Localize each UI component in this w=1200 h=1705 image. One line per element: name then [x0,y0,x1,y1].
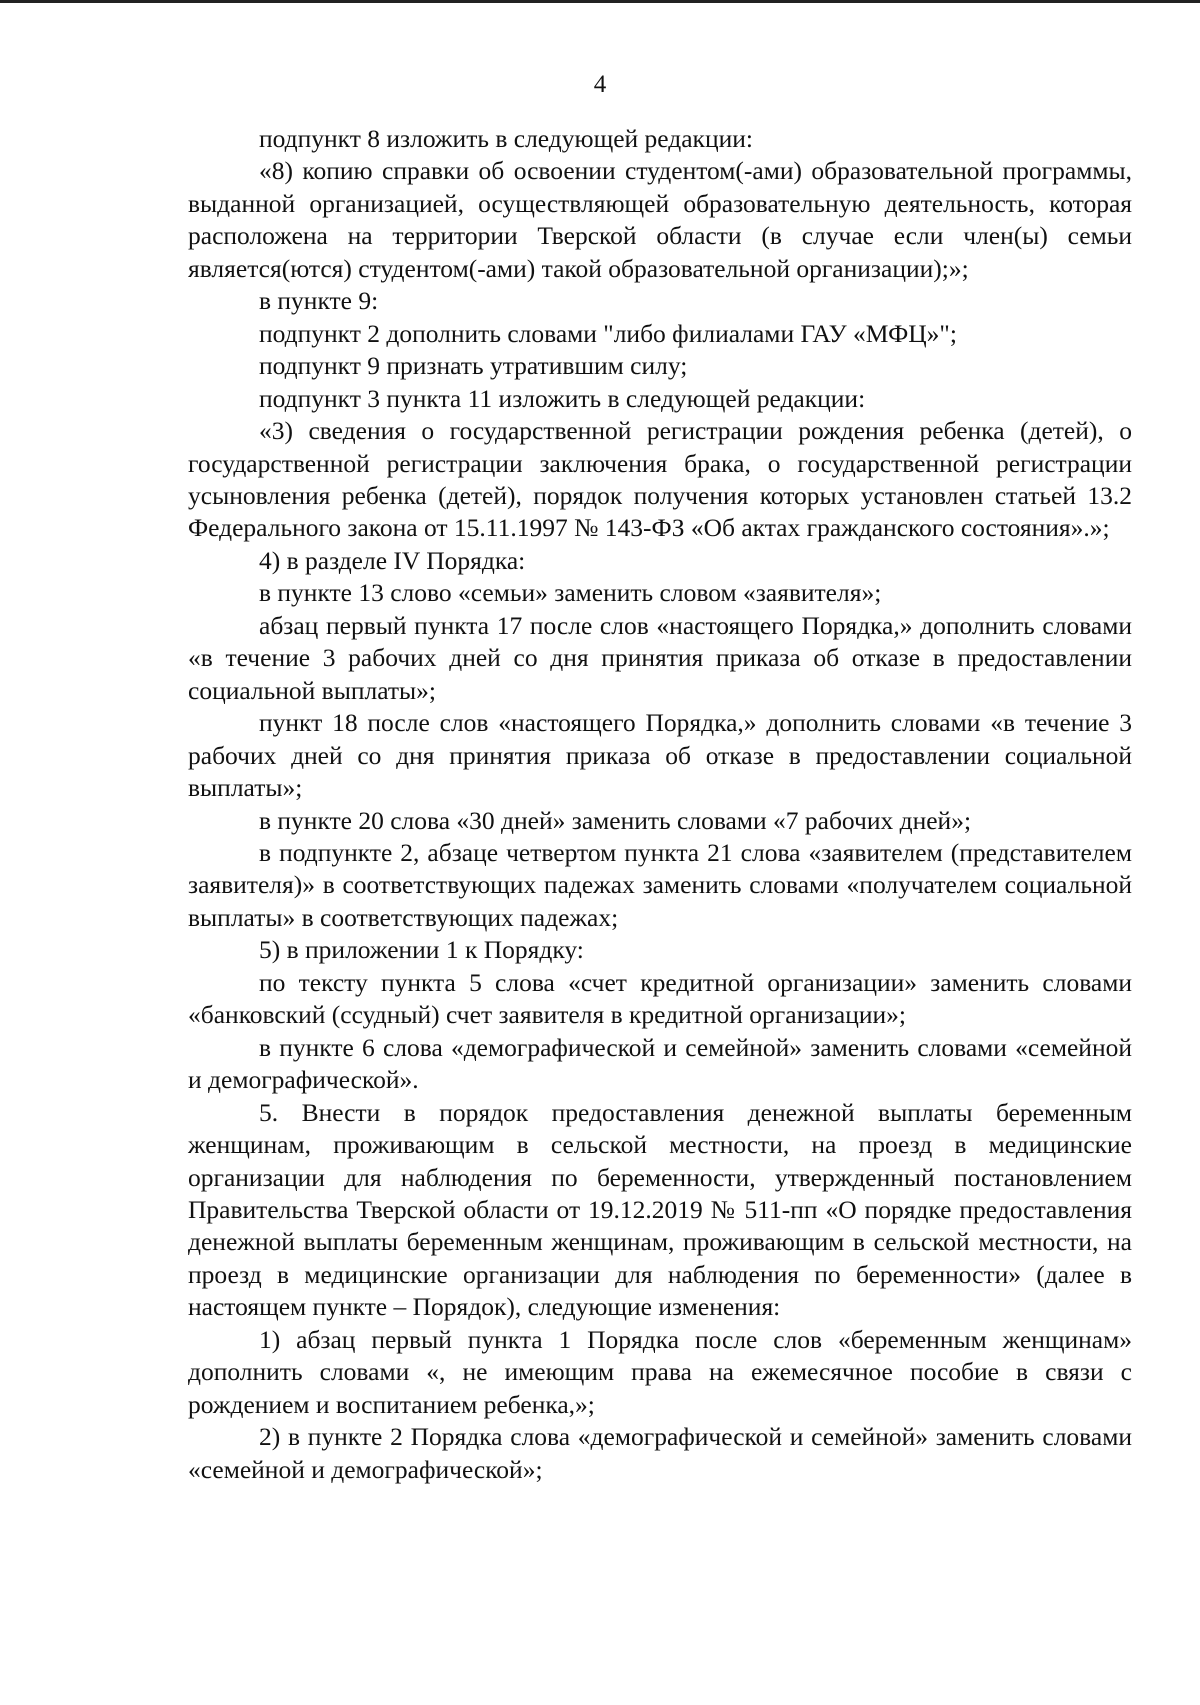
paragraph: подпункт 9 признать утратившим силу; [259,351,688,381]
page-number: 4 [593,71,607,98]
paragraph: подпункт 3 пункта 11 изложить в следующей редакции: [259,383,866,413]
paragraph: в подпункте 2, абзаце четвертом пункта 21 слова «заявителем (представителем заявителя)» в соответствующих падежах заменить словами «получателем социальной выплаты» в соответствующих падежах; [188,837,1132,932]
paragraph: абзац первый пункта 17 после слов «настоящего Порядка,» дополнить словами «в течение 3 рабочих дней со дня принятия приказа об отказе в предоставлении социальной выплаты»; [188,610,1132,705]
paragraph: в пункте 20 слова «30 дней» заменить словами «7 рабочих дней»; [259,805,972,835]
paragraph: 4) в разделе IV Порядка: [259,545,526,575]
paragraph: 1) абзац первый пункта 1 Порядка после слов «беременным женщинам» дополнить словами «, не имеющим права на ежемесячное пособие в связи с рождением и воспитанием ребенка,»; [188,1324,1132,1419]
document-body [188,123,1132,1486]
paragraph: по тексту пункта 5 слова «счет кредитной организации» заменить словами «банковский (ссудный) счет заявителя в кредитной организации»; [188,967,1132,1030]
paragraph: подпункт 2 дополнить словами "либо филиалами ГАУ «МФЦ»"; [259,318,957,348]
paragraph: в пункте 6 слова «демографической и семейной» заменить словами «семейной и демографической». [188,1032,1132,1095]
paragraph: «8) копию справки об освоении студентом(-ами) образовательной программы, выданной организацией, осуществляющей образовательную деятельность, которая расположена на территории Тверской области (в случае если член(ы) семьи является(ются) студентом(-ами) такой образовательной организации);»; [188,156,1132,283]
paragraph: 5. Внести в порядок предоставления денежной выплаты беременным женщинам, проживающим в сельской местности, на проезд в медицинские организации для наблюдения по беременности, утвержденный постановлением Правительства Тверской области от 19.12.2019 № 511-пп «О порядке предоставления денежной выплаты беременным женщинам, проживающим в сельской местности, на проезд в медицинские организации для наблюдения по беременности» (далее в настоящем пункте – Порядок), следующие изменения: [188,1097,1132,1322]
paragraph: «3) сведения о государственной регистрации рождения ребенка (детей), о государственной регистрации заключения брака, о государственной регистрации усыновления ребенка (детей), порядок получения которых установлен статьей 13.2 Федерального закона от 15.11.1997 № 143-ФЗ «Об актах гражданского состояния».»; [188,416,1132,543]
scan-top-edge [0,0,1200,3]
paragraph: подпункт 8 изложить в следующей редакции: [259,124,753,153]
paragraph: 5) в приложении 1 к Порядку: [259,935,584,965]
paragraph: 2) в пункте 2 Порядка слова «демографической и семейной» заменить словами «семейной и демографической»; [188,1422,1132,1484]
paragraph: в пункте 9: [259,286,379,316]
paragraph: пункт 18 после слов «настоящего Порядка,» дополнить словами «в течение 3 рабочих дней со дня принятия приказа об отказе в предоставлении социальной выплаты»; [188,708,1132,803]
paragraph: в пункте 13 слово «семьи» заменить словом «заявителя»; [259,578,882,608]
